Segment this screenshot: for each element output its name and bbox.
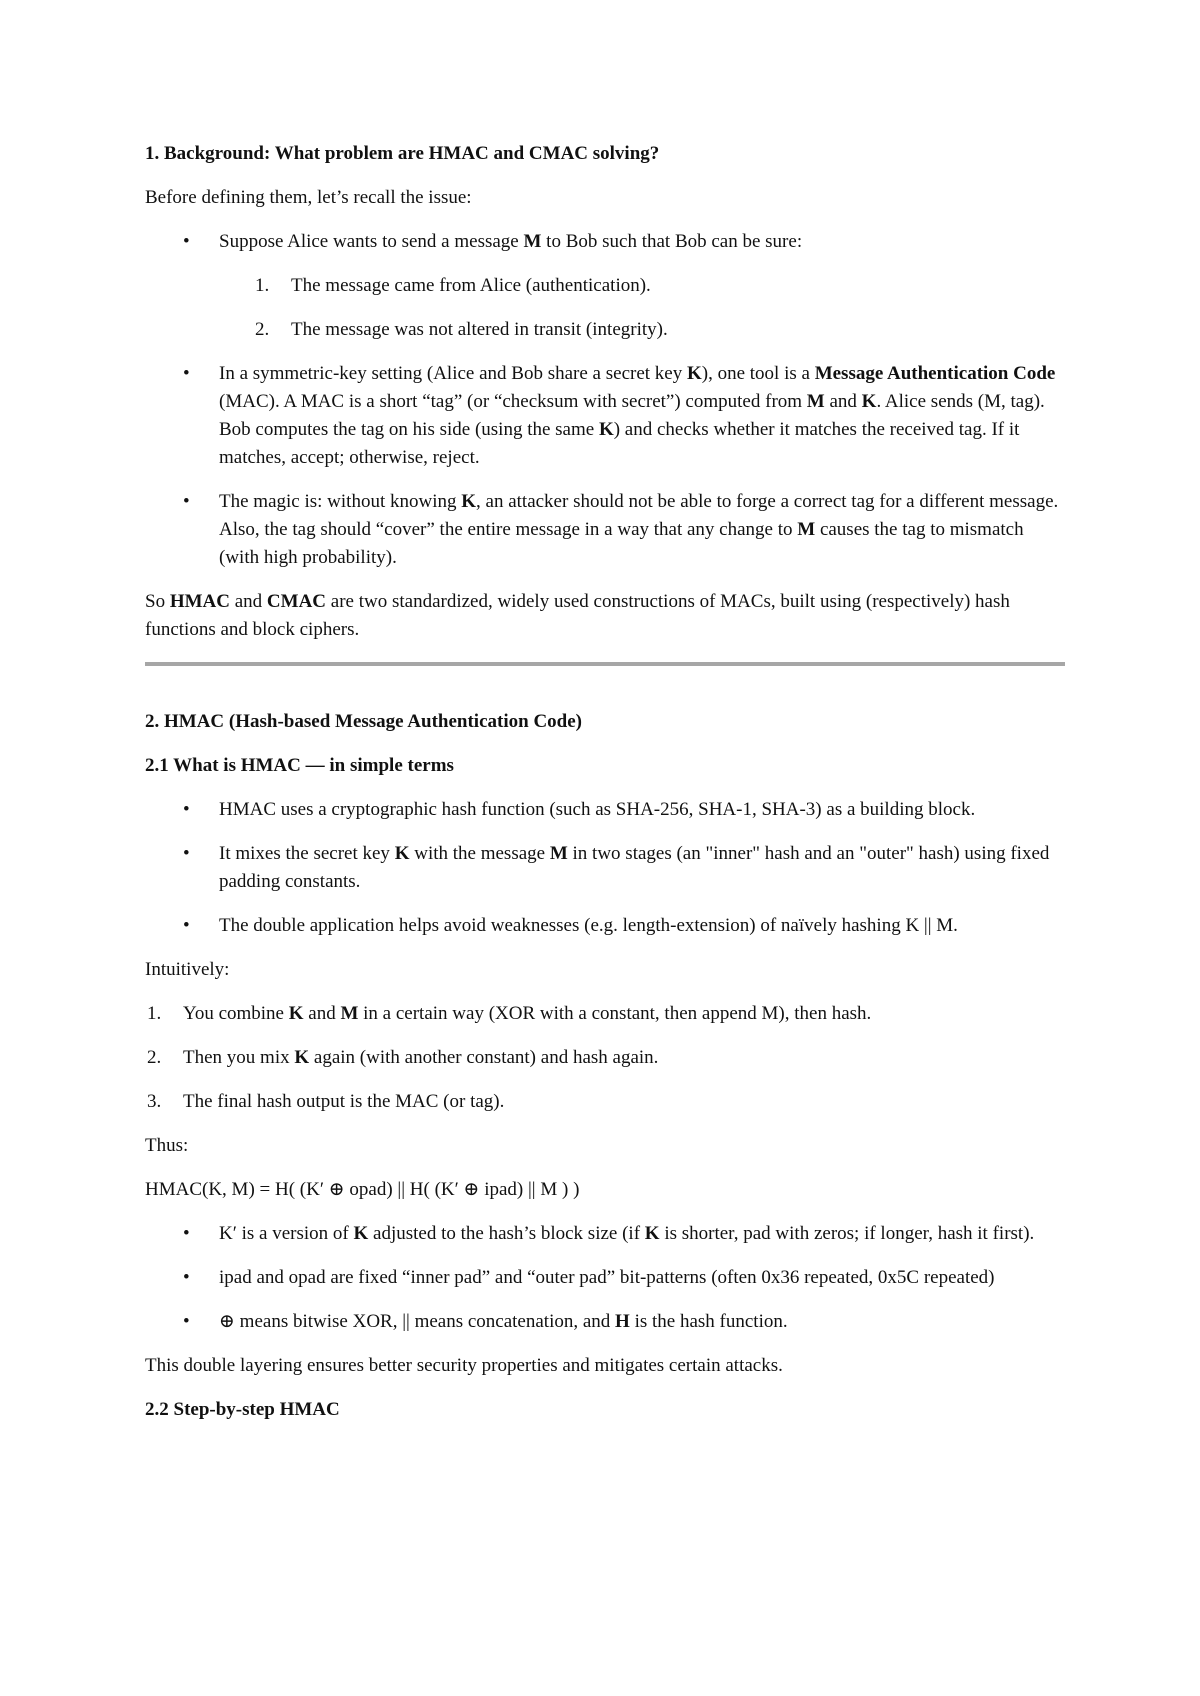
list-item: 3. The final hash output is the MAC (or tag).	[147, 1091, 505, 1112]
thus-label: Thus:	[145, 1135, 189, 1156]
bullet-icon: •	[183, 915, 190, 936]
section-1-summary: So HMAC and CMAC are two standardized, widely used constructions of MACs, built using (respectively) hash functions and block ciphers.	[145, 591, 1010, 640]
formula-notes-list	[145, 1220, 1065, 1336]
list-item: 1. You combine K and M in a certain way (XOR with a constant, then append M), then hash.	[147, 1003, 872, 1024]
list-item: 1. The message came from Alice (authentication).	[255, 275, 651, 296]
list-item: • The magic is: without knowing K, an attacker should not be able to forge a correct tag for a different message. Also, the tag should “cover” the entire message in a way that any change to M causes the tag to mismatch (with high probability).	[145, 488, 1065, 572]
section-2-1-heading: 2.1 What is HMAC — in simple terms	[145, 755, 454, 776]
bullet-icon: •	[183, 491, 190, 512]
bullet-icon: •	[183, 1311, 190, 1332]
document-page	[145, 140, 1065, 1424]
bullet-icon: •	[183, 1223, 190, 1244]
list-item: • It mixes the secret key K with the message M in two stages (an "inner" hash and an "outer" hash) using fixed padding constants.	[145, 840, 1065, 896]
mac-term: Message Authentication Code	[814, 363, 1056, 384]
section-1-intro: Before defining them, let’s recall the issue:	[145, 187, 472, 208]
list-item: • ipad and opad are fixed “inner pad” and “outer pad” bit-patterns (often 0x36 repeated, 0x5C repeated)	[145, 1264, 1065, 1292]
bullet-icon: •	[183, 363, 190, 384]
section-2-heading: 2. HMAC (Hash-based Message Authentication Code)	[145, 711, 582, 732]
bullet-icon: •	[183, 231, 190, 252]
section-1-bullet-list	[145, 228, 1065, 572]
list-item: • ⊕ means bitwise XOR, || means concatenation, and H is the hash function.	[145, 1308, 1065, 1336]
bullet-icon: •	[183, 843, 190, 864]
section-2-1-bullet-list	[145, 796, 1065, 940]
list-item: • The double application helps avoid weaknesses (e.g. length-extension) of naïvely hashing K || M.	[145, 912, 1065, 940]
bullet-icon: •	[183, 799, 190, 820]
section-1-heading: 1. Background: What problem are HMAC and CMAC solving?	[145, 143, 660, 164]
list-item: • K′ is a version of K adjusted to the hash’s block size (if K is shorter, pad with zeros; if longer, hash it first).	[145, 1220, 1065, 1248]
list-item: • In a symmetric-key setting (Alice and Bob share a secret key K), one tool is a Message Authentication Code (MAC). A MAC is a short “tag” (or “checksum with secret”) computed from M and K. Alice sends (M, tag). Bob computes the tag on his side (using the same K) and checks whether it matches the received tag. If it matches, accept; otherwise, reject.	[145, 360, 1065, 472]
list-item: • HMAC uses a cryptographic hash function (such as SHA-256, SHA-1, SHA-3) as a building block.	[145, 796, 1065, 824]
list-item: • Suppose Alice wants to send a message M to Bob such that Bob can be sure: 1. The message came from Alice (authentication). 2. The message was not altered in transit (integrity).	[145, 228, 1065, 344]
section-2-2-heading: 2.2 Step-by-step HMAC	[145, 1399, 340, 1420]
bullet-icon: •	[183, 1267, 190, 1288]
intuitively-label: Intuitively:	[145, 959, 230, 980]
closing-paragraph: This double layering ensures better security properties and mitigates certain attacks.	[145, 1355, 783, 1376]
horizontal-divider	[145, 662, 1065, 666]
sub-numbered-list	[219, 272, 1065, 344]
hmac-formula: HMAC(K, M) = H( (K′ ⊕ opad) || H( (K′ ⊕ ipad) || M ) )	[145, 1179, 580, 1200]
steps-numbered-list	[109, 1000, 1065, 1116]
list-item: 2. The message was not altered in transit (integrity).	[255, 319, 668, 340]
list-item: 2. Then you mix K again (with another constant) and hash again.	[147, 1047, 659, 1068]
